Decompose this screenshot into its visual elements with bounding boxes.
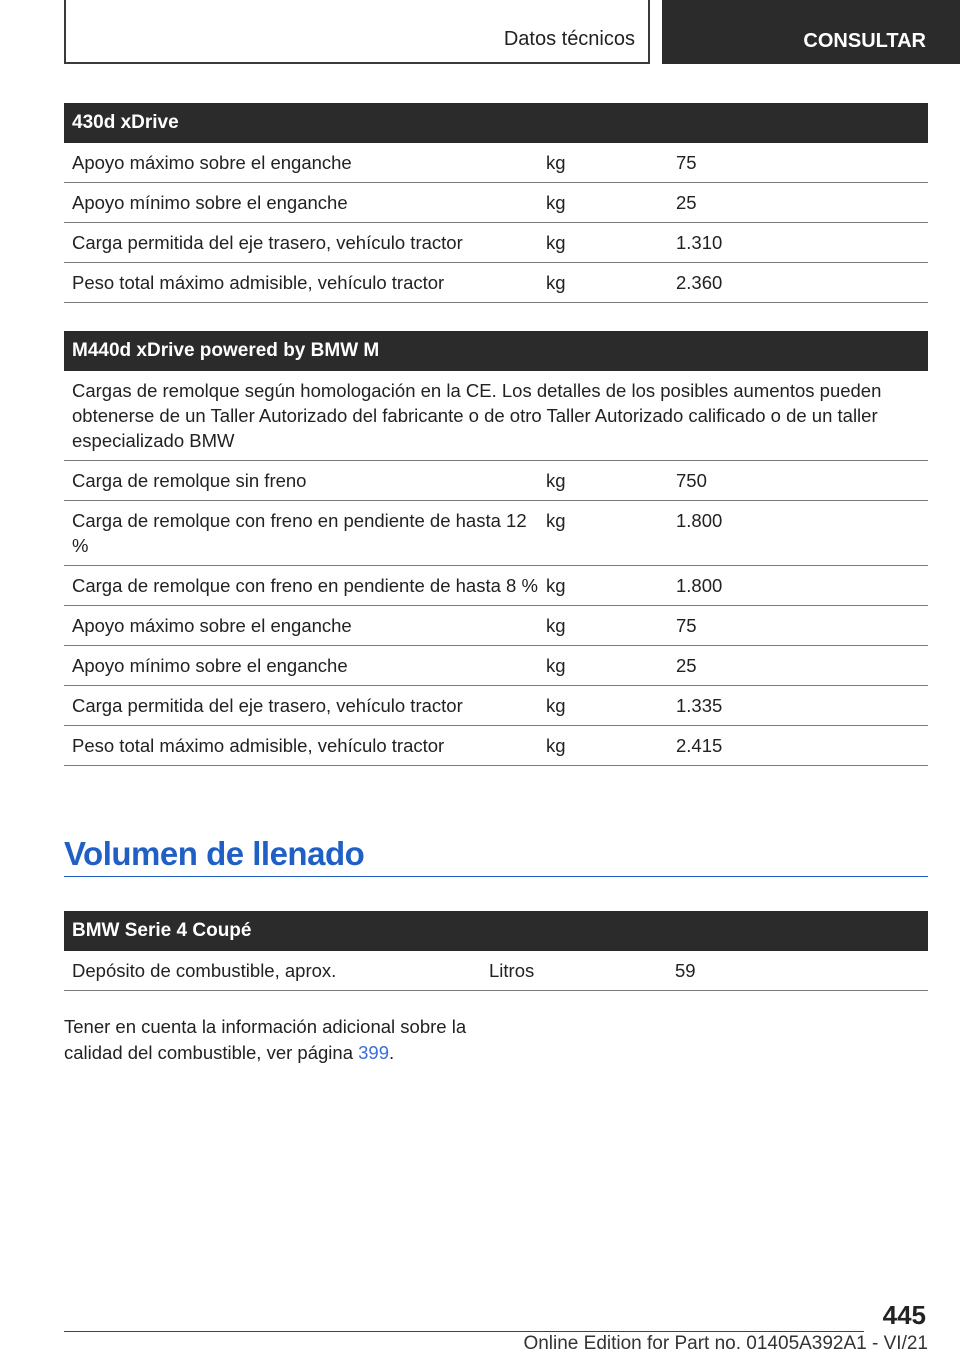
spec-table-430d [64,103,928,303]
footer-edition: Online Edition for Part no. 01405A392A1 - VI/21 [523,1333,928,1354]
row-value: 750 [676,470,707,491]
page-reference-link[interactable]: 399 [358,1042,389,1063]
table-header: 430d xDrive [64,103,928,143]
table-row [64,461,928,501]
header-section-title: Datos técnicos [503,28,635,50]
row-label: Apoyo mínimo sobre el enganche [72,655,348,676]
consultar-tab[interactable] [662,0,960,64]
table-row [64,646,928,686]
consultar-tab-label: CONSULTAR [803,30,926,52]
note-end: . [389,1042,395,1063]
section-title: Volumen de llenado [64,835,365,872]
row-value: 1.310 [676,232,723,253]
row-unit: kg [546,510,566,531]
row-label: Carga permitida del eje trasero, vehículo tractor [72,232,463,253]
row-value: 2.415 [676,735,723,756]
row-unit: kg [546,470,566,491]
row-value: 59 [675,960,696,981]
row-label: Apoyo máximo sobre el enganche [72,152,352,173]
row-label: Carga permitida del eje trasero, vehículo tractor [72,695,463,716]
row-label: Carga de remolque sin freno [72,470,307,491]
row-label: Peso total máximo admisible, vehículo tractor [72,735,445,756]
table-row [64,263,928,303]
row-value: 1.335 [676,695,723,716]
row-unit: kg [546,655,566,676]
row-label: Carga de remolque con freno en pendiente de hasta 12 % [72,510,527,556]
row-value: 1.800 [676,575,723,596]
header-section-box [64,0,650,64]
row-label: Apoyo mínimo sobre el enganche [72,192,348,213]
row-unit: kg [546,192,566,213]
table-row [64,143,928,183]
row-unit: kg [546,575,566,596]
row-value: 1.800 [676,510,723,531]
table-row [64,183,928,223]
table-header: M440d xDrive powered by BMW M [64,331,928,371]
row-label: Carga de remolque con freno en pendiente de hasta 8 % [72,575,538,596]
row-value: 2.360 [676,272,723,293]
row-unit: Litros [489,960,535,981]
row-unit: kg [546,232,566,253]
page-number: 445 [882,1300,926,1330]
row-value: 75 [676,615,697,636]
row-unit: kg [546,615,566,636]
table-header: BMW Serie 4 Coupé [64,911,928,951]
footer-divider [64,1331,864,1332]
table-row [64,566,928,606]
table-row [64,606,928,646]
note-text: Tener en cuenta la información adicional sobre la calidad del combustible, ver página [64,1016,467,1063]
row-unit: kg [546,695,566,716]
fuel-quality-note [64,1014,504,1066]
section-divider [64,876,928,877]
spec-table-fill-volume [64,911,928,991]
spec-table-m440d [64,331,928,766]
row-label: Depósito de combustible, aprox. [72,960,337,981]
table-row [64,726,928,766]
row-unit: kg [546,272,566,293]
table-row [64,223,928,263]
row-label: Peso total máximo admisible, vehículo tractor [72,272,445,293]
row-value: 25 [676,192,697,213]
row-value: 25 [676,655,697,676]
table-row [64,686,928,726]
table-row [64,501,928,566]
table-note: Cargas de remolque según homologación en la CE. Los detalles de los posibles aumentos pueden obtenerse de un Taller Autorizado del fabricante o de otro Taller Autorizado calificado o de un taller especializado BMW [64,371,928,461]
row-unit: kg [546,152,566,173]
row-value: 75 [676,152,697,173]
row-label: Apoyo máximo sobre el enganche [72,615,352,636]
row-unit: kg [546,735,566,756]
table-row [64,951,928,991]
